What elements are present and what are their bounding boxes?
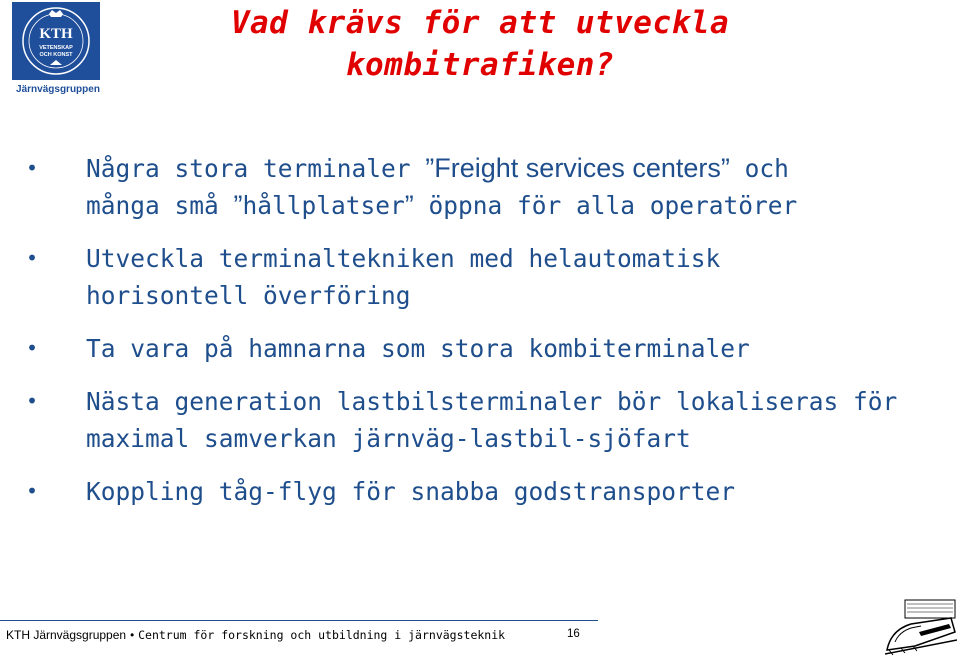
bullet-item: [22, 240, 942, 314]
bullet-item: [22, 330, 942, 367]
group-label: Järnvägsgruppen: [16, 84, 100, 95]
footer-separator: •: [130, 630, 135, 642]
logo-subtext-2: OCH KONST: [39, 52, 73, 58]
kth-logo-icon: [12, 2, 100, 80]
footer-org: KTH Järnvägsgruppen: [6, 628, 127, 642]
bullet-dot-icon: •: [26, 336, 38, 360]
bullet-text: Koppling tåg-flyg för snabba godstransporter: [86, 477, 736, 506]
bullet-dot-icon: •: [26, 479, 38, 503]
page-number: 16: [567, 628, 580, 640]
bullet-text: Nästa generation lastbilsterminaler bör lokaliseras för maximal samverkan järnväg-lastbil-sjöfart: [86, 387, 898, 453]
bullet-dot-icon: •: [26, 156, 38, 180]
train-icon: [885, 598, 957, 656]
bullet-text: Utveckla terminaltekniken med helautomatisk horisontell överföring: [86, 244, 721, 310]
logo-text: KTH: [39, 26, 73, 42]
bullet-text: Några stora terminaler ”Freight services centers” och många små ”hållplatser” öppna för alla operatörer: [86, 153, 798, 220]
bullet-dot-icon: •: [26, 246, 38, 270]
logo-subtext-1: VETENSKAP: [39, 45, 73, 51]
bullet-item: [22, 383, 942, 457]
footer-divider: [0, 620, 598, 621]
footer: [6, 628, 505, 642]
bullet-item: [22, 473, 942, 510]
footer-center-text: Centrum för forskning och utbildning i järnvägsteknik: [138, 628, 506, 642]
bullet-list: [22, 150, 942, 526]
bullet-dot-icon: •: [26, 389, 38, 413]
bullet-text: Ta vara på hamnarna som stora kombiterminaler: [86, 334, 750, 363]
bullet-item: [22, 150, 942, 224]
slide-title: Vad krävs för att utveckla kombitrafiken?: [230, 5, 730, 83]
